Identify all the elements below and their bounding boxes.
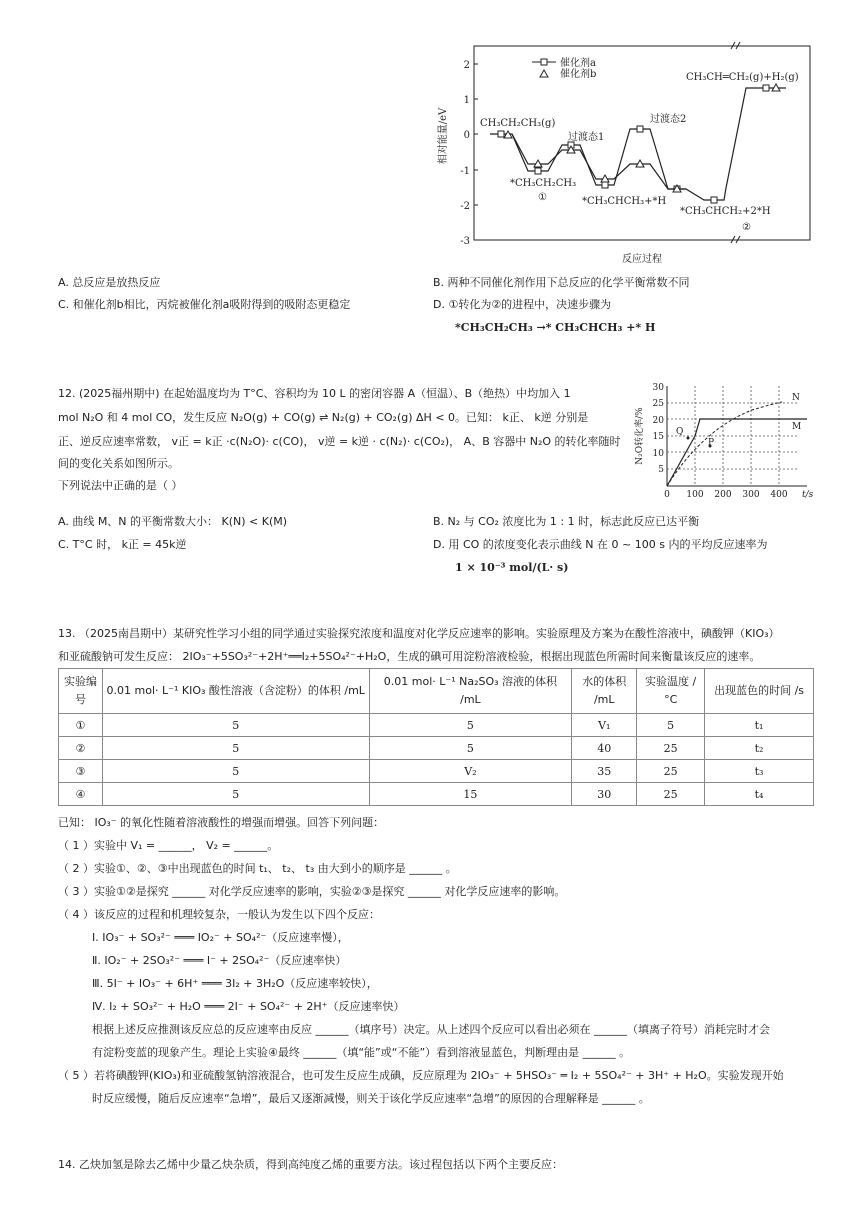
- q13-sub1: （ 1 ）实验中 V₁ = ______， V₂ = ______。: [58, 839, 279, 852]
- q13-sub5-text2: 时反应缓慢，随后反应速率“急增”，最后又逐渐减慢，则关于该化学反应速率“急增”的原因的合理解释是 ______ 。: [92, 1092, 650, 1105]
- y-tick-20: 20: [652, 416, 664, 426]
- label-propene-product: CH₃CH═CH₂(g)+H₂(g): [686, 72, 799, 83]
- table-cell: V₂: [369, 760, 572, 783]
- q11-option-b: B. 两种不同催化剂作用下总反应的化学平衡常数不同: [433, 276, 690, 289]
- y-tick-neg2: -2: [460, 201, 470, 212]
- y-tick-0: 0: [463, 130, 470, 141]
- q13-stem-line1: 13. （2025南昌期中）某研究性学习小组的同学通过实验探究浓度和温度对化学反应速率的影响。实验原理及方案为在酸性溶液中，碘酸钾（KIO₃）: [58, 627, 780, 640]
- x-tick-0: 0: [664, 490, 670, 500]
- q11-option-c: C. 和催化剂b相比，丙烷被催化剂a吸附得到的吸附态更稳定: [58, 298, 351, 311]
- table-cell: 5: [637, 714, 705, 737]
- q13-reaction-4: Ⅳ. I₂ + SO₃²⁻ + H₂O ═══ 2I⁻ + SO₄²⁻ + 2H⁺（反应速率快）: [92, 1000, 405, 1013]
- y-tick-1: 1: [463, 95, 470, 106]
- label-circle-1: ①: [538, 192, 547, 203]
- q11-option-d: D. ①转化为②的进程中，决速步骤为: [433, 298, 612, 311]
- y-axis-label: N₂O转化率/%: [635, 407, 645, 465]
- y-tick-5: 5: [658, 465, 664, 475]
- q12-stem-line3: 正、逆反应速率常数， v正 = k正 ·c(N₂O)· c(CO)， v逆 = k逆 · c(N₂)· c(CO₂)， A、B 容器中 N₂O 的转化率随时: [58, 435, 621, 448]
- y-axis-label: 相对能量/eV: [438, 107, 449, 165]
- y-tick-15: 15: [652, 432, 664, 442]
- label-n: N: [792, 393, 800, 403]
- table-cell: 25: [637, 737, 705, 760]
- table-cell: t₃: [705, 760, 814, 783]
- q12-option-c: C. T°C 时， k正 = 45k逆: [58, 538, 187, 551]
- table-cell: 5: [102, 760, 369, 783]
- label-p: P: [708, 438, 715, 448]
- y-tick-10: 10: [652, 449, 664, 459]
- q13-stem-line2: 和亚硫酸钠可发生反应： 2IO₃⁻+5SO₃²⁻+2H⁺══I₂+5SO₄²⁻+H₂O，生成的碘可用淀粉溶液检验，根据出现蓝色所需时间来衡量该反应的速率。: [58, 650, 761, 663]
- y-tick-30: 30: [652, 383, 664, 393]
- conversion-chart: [632, 380, 822, 502]
- table-cell: 25: [637, 760, 705, 783]
- q11-option-d-formula: *CH₃CH₂CH₃ →* CH₃CHCH₃ +* H: [455, 321, 656, 334]
- q12-option-b: B. N₂ 与 CO₂ 浓度比为 1 : 1 时，标志此反应已达平衡: [433, 515, 700, 528]
- y-tick-neg3: -3: [460, 236, 470, 247]
- table-row: [59, 783, 814, 806]
- table-cell: ①: [59, 714, 103, 737]
- q13-sub4-text1: 根据上述反应推测该反应总的反应速率由反应 ______（填序号）决定。从上述四个反应可以看出必须在 ______（填离子符号）消耗完时才会: [92, 1023, 770, 1036]
- header-temperature: 实验温度 / °C: [637, 669, 705, 714]
- q13-reaction-3: Ⅲ. 5I⁻ + IO₃⁻ + 6H⁺ ═══ 3I₂ + 3H₂O（反应速率较快），: [92, 977, 378, 990]
- x-tick-100: 100: [686, 490, 704, 500]
- x-tick-300: 300: [742, 490, 760, 500]
- q13-sub2: （ 2 ）实验①、②、③中出现蓝色的时间 t₁、 t₂、 t₃ 由大到小的顺序是 ______ 。: [58, 862, 457, 875]
- y-tick-25: 25: [652, 399, 664, 409]
- header-kio3-volume: 0.01 mol· L⁻¹ KIO₃ 酸性溶液（含淀粉）的体积 /mL: [102, 669, 369, 714]
- legend-label-b: 催化剂b: [560, 69, 597, 80]
- q13-reaction-2: Ⅱ. IO₂⁻ + 2SO₃²⁻ ═══ I⁻ + 2SO₄²⁻（反应速率快）: [92, 954, 347, 967]
- q14-stem: 14. 乙炔加氢是除去乙烯中少量乙炔杂质，得到高纯度乙烯的重要方法。该过程包括以下两个主要反应：: [58, 1158, 563, 1171]
- legend: [532, 56, 596, 80]
- q13-sub4: （ 4 ）该反应的过程和机理较复杂，一般认为发生以下四个反应：: [58, 908, 380, 921]
- table-cell: 5: [369, 714, 572, 737]
- table-cell: 25: [637, 783, 705, 806]
- table-cell: ④: [59, 783, 103, 806]
- table-cell: t₄: [705, 783, 814, 806]
- q13-reaction-1: Ⅰ. IO₃⁻ + SO₃²⁻ ═══ IO₂⁻ + SO₄²⁻（反应速率慢），: [92, 931, 349, 944]
- table-cell: 35: [572, 760, 637, 783]
- q12-option-d-value: 1 × 10⁻³ mol/(L· s): [455, 561, 569, 574]
- y-tick-2: 2: [463, 60, 470, 71]
- label-adsorbed-propyl: *CH₃CHCH₃+*H: [582, 196, 667, 207]
- label-propane-gas: CH₃CH₂CH₃(g): [480, 118, 556, 129]
- q12-question: 下列说法中正确的是（ ）: [58, 479, 183, 492]
- point-q: [687, 437, 690, 440]
- table-cell: 30: [572, 783, 637, 806]
- label-adsorbed-propylene: *CH₃CHCH₂+2*H: [680, 206, 771, 217]
- table-cell: 5: [102, 737, 369, 760]
- label-m: M: [792, 422, 802, 432]
- grid-lines: [667, 386, 797, 486]
- table-cell: 5: [102, 714, 369, 737]
- y-axis-ticks: [474, 64, 478, 240]
- q11-option-a: A. 总反应是放热反应: [58, 276, 161, 289]
- table-row: [59, 714, 814, 737]
- q12-stem-line4: 间的变化关系如图所示。: [58, 457, 179, 470]
- y-tick-neg1: -1: [460, 166, 470, 177]
- label-adsorbed-propane: *CH₃CH₂CH₃: [510, 178, 577, 189]
- header-experiment-no: 实验编号: [59, 669, 103, 714]
- energy-profile-chart: [430, 40, 820, 268]
- table-row: [59, 737, 814, 760]
- q12-stem-line1: 12. (2025福州期中) 在起始温度均为 T°C、容积均为 10 L 的密闭容器 A（恒温）、B（绝热）中均加入 1: [58, 387, 571, 400]
- table-cell: t₂: [705, 737, 814, 760]
- x-tick-400: 400: [770, 490, 788, 500]
- experiment-table: [58, 668, 814, 806]
- x-tick-200: 200: [714, 490, 732, 500]
- header-blue-time: 出现蓝色的时间 /s: [705, 669, 814, 714]
- q12-option-a: A. 曲线 M、N 的平衡常数大小： K(N) < K(M): [58, 515, 288, 528]
- legend-triangle-marker: [540, 70, 548, 77]
- label-q: Q: [676, 427, 684, 437]
- table-row: [59, 760, 814, 783]
- table-cell: ②: [59, 737, 103, 760]
- table-cell: ③: [59, 760, 103, 783]
- markers-catalyst-b: [504, 84, 780, 192]
- table-header-row: [59, 669, 814, 714]
- q12-option-d: D. 用 CO 的浓度变化表示曲线 N 在 0 ~ 100 s 内的平均反应速率为: [433, 538, 768, 551]
- table-cell: t₁: [705, 714, 814, 737]
- table-cell: 5: [369, 737, 572, 760]
- q13-sub5: （ 5 ）若将碘酸钾(KIO₃)和亚硫酸氢钠溶液混合，也可发生反应生成碘，反应原理为 2IO₃⁻ + 5HSO₃⁻ ═ I₂ + 5SO₄²⁻ + 3H⁺ + H₂O。实验发现开始: [58, 1069, 784, 1082]
- q13-sub3: （ 3 ）实验①②是探究 ______ 对化学反应速率的影响，实验②③是探究 ______ 对化学反应速率的影响。: [58, 885, 566, 898]
- table-cell: 40: [572, 737, 637, 760]
- curve-m: [667, 419, 807, 486]
- label-circle-2: ②: [742, 222, 751, 233]
- q13-known: 已知： IO₃⁻ 的氧化性随着溶液酸性的增强而增强。回答下列问题：: [58, 816, 385, 829]
- q13-sub4-text2: 有淀粉变蓝的现象产生。理论上实验④最终 ______（填“能”或“不能”）看到溶液显蓝色，判断理由是 ______ 。: [92, 1046, 631, 1059]
- legend-square-marker: [541, 59, 547, 65]
- label-transition-state-2: 过渡态2: [650, 114, 687, 125]
- legend-label-a: 催化剂a: [560, 58, 596, 69]
- label-transition-state-1: 过渡态1: [568, 132, 605, 143]
- table-cell: 15: [369, 783, 572, 806]
- x-axis-unit: t/s: [802, 490, 814, 500]
- table-cell: 5: [102, 783, 369, 806]
- header-na2so3-volume: 0.01 mol· L⁻¹ Na₂SO₃ 溶液的体积 /mL: [369, 669, 572, 714]
- header-water-volume: 水的体积 /mL: [572, 669, 637, 714]
- table-cell: V₁: [572, 714, 637, 737]
- q12-stem-line2: mol N₂O 和 4 mol CO，发生反应 N₂O(g) + CO(g) ⇌ N₂(g) + CO₂(g) ΔH < 0。已知： k正、 k逆 分别是: [58, 411, 589, 424]
- curve-n: [667, 402, 782, 486]
- x-axis-label: 反应过程: [622, 254, 662, 265]
